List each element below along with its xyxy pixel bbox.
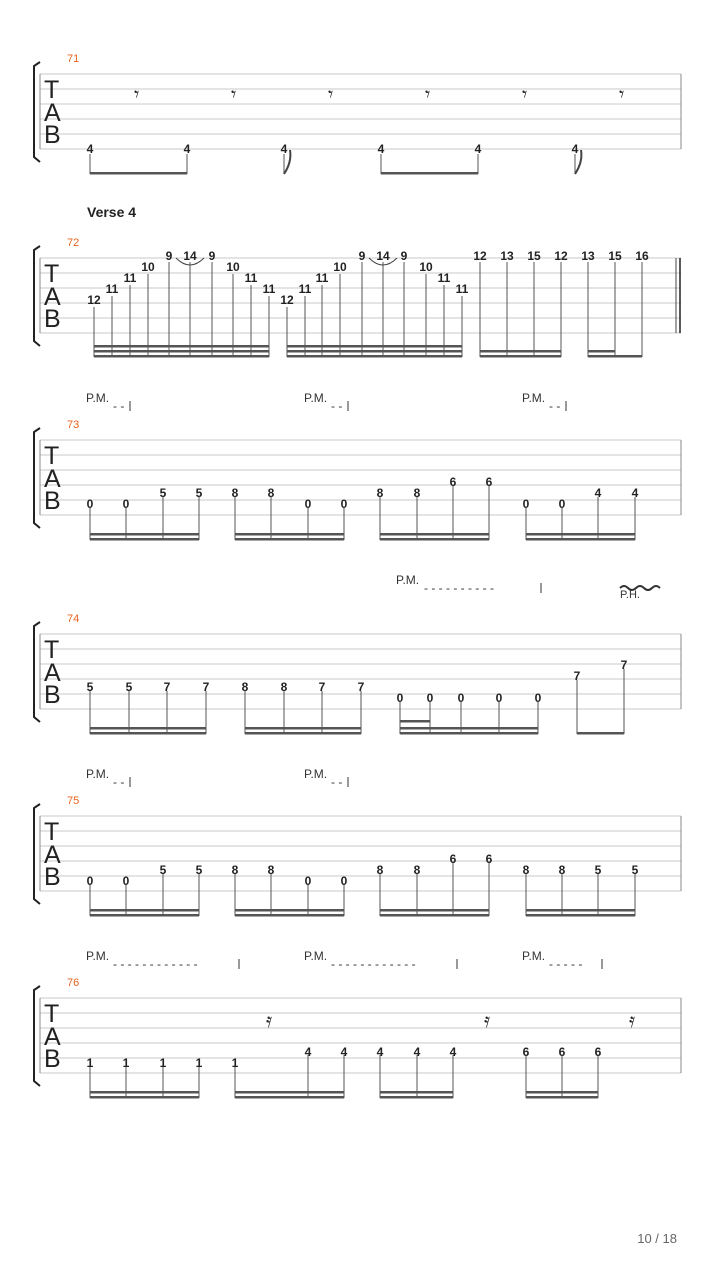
palm-mute-label: P.M. [396, 573, 420, 587]
measure-number: 75 [67, 795, 80, 807]
system-measure-71 [34, 53, 681, 175]
fret-number: 4 [377, 142, 385, 156]
fret-number: 4 [449, 1045, 457, 1059]
fret-number: 5 [594, 863, 602, 877]
eighth-rest: 𝄾 [134, 82, 140, 106]
page-indicator: 10 / 18 [637, 1231, 677, 1246]
fret-number: 4 [280, 142, 288, 156]
fret-number: 0 [396, 691, 404, 705]
fret-number: 12 [280, 293, 294, 307]
fret-number: 8 [241, 680, 249, 694]
fret-number: 1 [195, 1056, 203, 1070]
fret-number: 0 [86, 497, 94, 511]
fret-number: 8 [231, 486, 239, 500]
palm-mute-dashes: - - - - - - - - - - - - [331, 957, 416, 971]
fret-number: 0 [340, 874, 348, 888]
tab-clef-letter: B [44, 487, 61, 515]
fret-number: 0 [86, 874, 94, 888]
fret-number: 7 [202, 680, 210, 694]
fret-number: 11 [244, 271, 258, 285]
tab-clef-letter: B [44, 121, 61, 149]
stems [90, 154, 575, 174]
fret-number: 4 [183, 142, 191, 156]
fret-number: 5 [159, 486, 167, 500]
fret-number: 15 [527, 249, 541, 263]
fret-number: 6 [522, 1045, 530, 1059]
fret-number: 6 [558, 1045, 566, 1059]
fret-number: 11 [105, 282, 119, 296]
staff-lines [40, 998, 681, 1073]
palm-mute-label: P.M. [304, 391, 328, 405]
palm-mute-label: P.M. [522, 391, 546, 405]
fret-number: 9 [165, 249, 173, 263]
palm-mute-label: P.M. [86, 391, 110, 405]
system-measure-72 [34, 204, 681, 358]
tab-clef-letter: T [44, 76, 60, 104]
fret-number: 4 [376, 1045, 384, 1059]
fret-number: 14 [376, 249, 390, 263]
fret-number: 5 [159, 863, 167, 877]
pinch-harmonic-label: P.H. [620, 589, 640, 601]
palm-mute-label: P.M. [86, 949, 110, 963]
fret-number: 12 [473, 249, 487, 263]
fret-number: 13 [500, 249, 514, 263]
tab-clef-letter: A [44, 99, 61, 127]
fret-number: 4 [413, 1045, 421, 1059]
beams [90, 533, 635, 541]
fret-number: 4 [631, 486, 639, 500]
fret-number: 6 [485, 475, 493, 489]
fret-number: 7 [573, 669, 581, 683]
palm-mute-dashes: - - [113, 775, 125, 789]
beams [90, 909, 635, 917]
fret-number: 0 [122, 874, 130, 888]
fret-number: 6 [449, 475, 457, 489]
fret-number: 4 [340, 1045, 348, 1059]
palm-mute-label: P.M. [86, 767, 110, 781]
fret-numbers [87, 475, 639, 511]
palm-mute-dashes: - - - - - [549, 957, 583, 971]
fret-number: 4 [594, 486, 602, 500]
fret-number: 0 [558, 497, 566, 511]
fret-number: 1 [159, 1056, 167, 1070]
fret-number: 0 [495, 691, 503, 705]
fret-number: 8 [413, 863, 421, 877]
palm-mute-dashes: - - [113, 399, 125, 413]
fret-number: 11 [455, 282, 469, 296]
palm-mute-label: P.M. [522, 949, 546, 963]
tab-clef-letter: B [44, 863, 61, 891]
fret-number: 0 [304, 874, 312, 888]
pinch-harmonic-marking [620, 586, 660, 601]
fret-number: 10 [226, 260, 240, 274]
fret-number: 1 [122, 1056, 130, 1070]
system-measure-76 [34, 949, 681, 1099]
sixteenth-rest: 𝄿 [629, 1008, 636, 1032]
fret-number: 10 [419, 260, 433, 274]
fret-number: 0 [522, 497, 530, 511]
fret-number: 4 [474, 142, 482, 156]
eighth-rest: 𝄾 [231, 82, 237, 106]
fret-number: 5 [195, 486, 203, 500]
tab-clef-letter: T [44, 1000, 60, 1028]
fret-number: 11 [262, 282, 276, 296]
beam [381, 172, 478, 175]
fret-number: 4 [304, 1045, 312, 1059]
fret-number: 7 [620, 658, 628, 672]
system-measure-75 [34, 767, 681, 917]
palm-mute-markings [86, 767, 348, 789]
fret-number: 5 [125, 680, 133, 694]
measure-number: 73 [67, 419, 80, 431]
fret-number: 8 [280, 680, 288, 694]
tab-clef-letter: A [44, 1023, 61, 1051]
staff-bracket [34, 428, 40, 528]
fret-number: 5 [195, 863, 203, 877]
fret-number: 8 [231, 863, 239, 877]
stems [90, 862, 635, 916]
fret-number: 10 [141, 260, 155, 274]
tab-clef-letter: T [44, 636, 60, 664]
section-label: Verse 4 [87, 204, 137, 220]
fret-number: 11 [315, 271, 329, 285]
sixteenth-rest: 𝄿 [484, 1008, 491, 1032]
fret-number: 0 [340, 497, 348, 511]
fret-number: 13 [581, 249, 595, 263]
stems [94, 262, 642, 357]
eighth-rest: 𝄾 [425, 82, 431, 106]
fret-number: 10 [333, 260, 347, 274]
fret-number: 8 [522, 863, 530, 877]
fret-number: 5 [86, 680, 94, 694]
palm-mute-dashes: - - - - - - - - - - [424, 581, 494, 595]
fret-number: 14 [183, 249, 197, 263]
fret-number: 0 [534, 691, 542, 705]
system-measure-73 [34, 391, 681, 541]
fret-number: 0 [304, 497, 312, 511]
fret-number: 7 [163, 680, 171, 694]
beams [90, 720, 624, 735]
tab-clef-letter: A [44, 465, 61, 493]
tab-clef-letter: A [44, 659, 61, 687]
staff-lines [40, 258, 681, 333]
tab-clef-letter: T [44, 442, 60, 470]
fret-number: 12 [554, 249, 568, 263]
eighth-rest: 𝄾 [328, 82, 334, 106]
fret-number: 0 [122, 497, 130, 511]
fret-number: 9 [400, 249, 408, 263]
sixteenth-rest: 𝄿 [266, 1008, 273, 1032]
tab-clef-letter: B [44, 1045, 61, 1073]
fret-number: 11 [123, 271, 137, 285]
measure-number: 76 [67, 977, 80, 989]
fret-number: 11 [437, 271, 451, 285]
fret-number: 6 [594, 1045, 602, 1059]
fret-number: 0 [426, 691, 434, 705]
palm-mute-markings [396, 573, 541, 595]
fret-number: 4 [86, 142, 94, 156]
staff-bracket [34, 986, 40, 1086]
fret-number: 1 [86, 1056, 94, 1070]
palm-mute-dashes: - - [331, 775, 343, 789]
staff-lines [40, 440, 681, 515]
staff-bracket [34, 804, 40, 904]
measure-number: 74 [67, 613, 80, 625]
fret-number: 7 [357, 680, 365, 694]
fret-number: 6 [485, 852, 493, 866]
fret-number: 9 [358, 249, 366, 263]
measure-number: 71 [67, 53, 80, 65]
palm-mute-dashes: - - [549, 399, 561, 413]
staff-bracket [34, 622, 40, 722]
fret-number: 8 [413, 486, 421, 500]
palm-mute-dashes: - - - - - - - - - - - - [113, 957, 198, 971]
fret-number: 8 [267, 486, 275, 500]
fret-number: 11 [298, 282, 312, 296]
fret-number: 1 [231, 1056, 239, 1070]
staff-bracket [34, 62, 40, 162]
tab-clef-letter: B [44, 305, 61, 333]
palm-mute-label: P.M. [304, 949, 328, 963]
palm-mute-markings [86, 949, 602, 971]
palm-mute-markings [86, 391, 566, 413]
fret-number: 7 [318, 680, 326, 694]
system-measure-74 [34, 573, 681, 735]
measure-number: 72 [67, 237, 80, 249]
fret-number: 8 [376, 486, 384, 500]
tab-clef-letter: T [44, 260, 60, 288]
tab-clef-letter: B [44, 681, 61, 709]
beam [90, 172, 187, 175]
fret-number: 8 [267, 863, 275, 877]
fret-number: 5 [631, 863, 639, 877]
palm-mute-label: P.M. [304, 767, 328, 781]
tab-clef-letter: A [44, 283, 61, 311]
fret-number: 16 [635, 249, 649, 263]
eighth-rest: 𝄾 [619, 82, 625, 106]
palm-mute-dashes: - - [331, 399, 343, 413]
fret-number: 8 [376, 863, 384, 877]
fret-number: 0 [457, 691, 465, 705]
staff-lines [40, 816, 681, 891]
stems [90, 486, 635, 540]
fret-number: 12 [87, 293, 101, 307]
eighth-rest: 𝄾 [522, 82, 528, 106]
fret-number: 8 [558, 863, 566, 877]
fret-number: 4 [571, 142, 579, 156]
fret-numbers [87, 852, 639, 888]
fret-number: 6 [449, 852, 457, 866]
tab-clef-letter: T [44, 818, 60, 846]
fret-numbers [87, 658, 628, 705]
fret-number: 9 [208, 249, 216, 263]
fret-number: 15 [608, 249, 622, 263]
staff-bracket [34, 246, 40, 346]
tab-clef-letter: A [44, 841, 61, 869]
beams [94, 345, 642, 358]
